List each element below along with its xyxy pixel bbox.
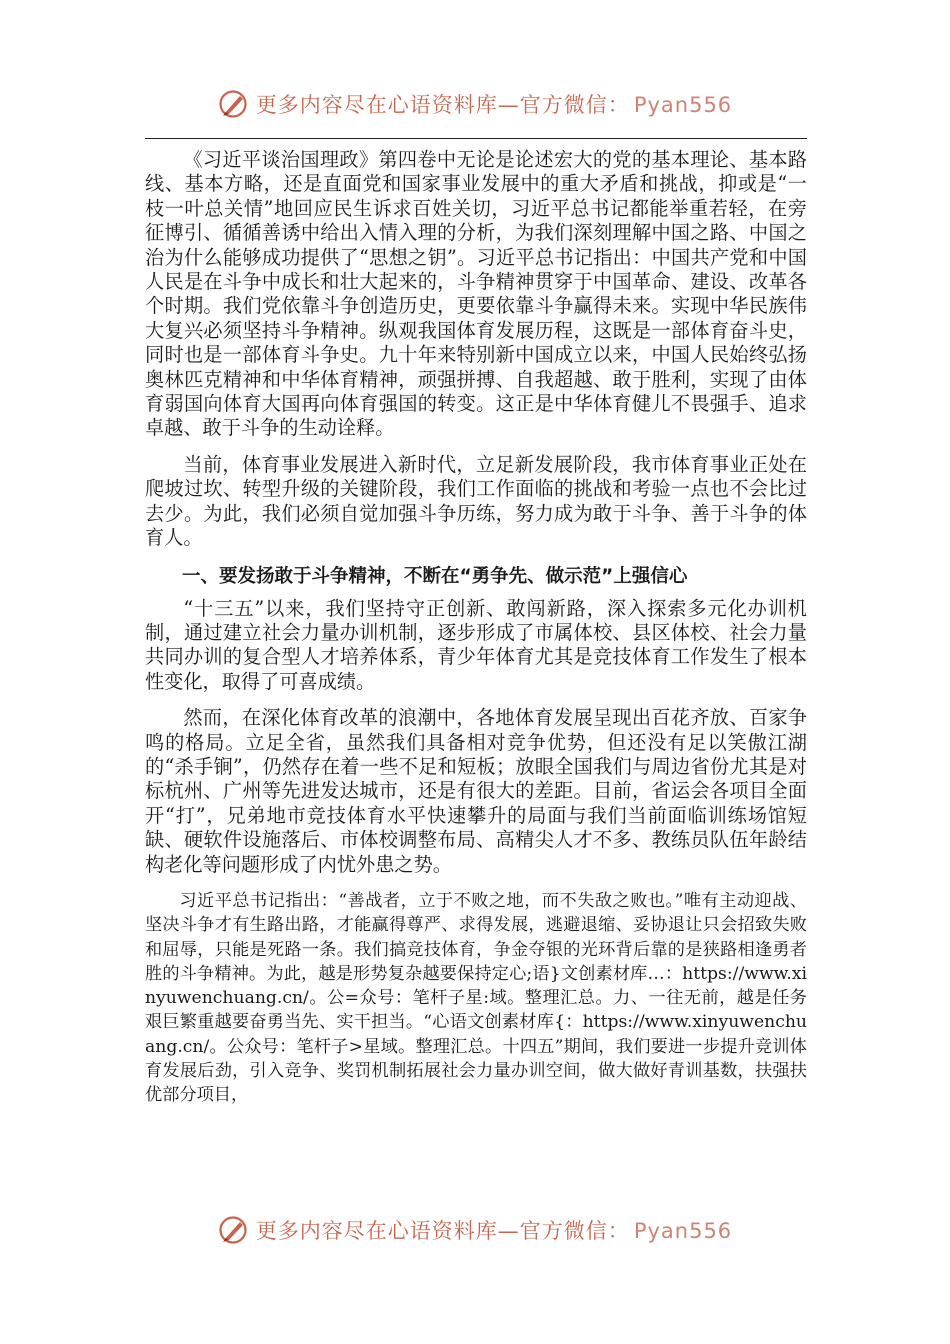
- pen-logo-icon: [218, 89, 248, 119]
- paragraph: 习近平总书记指出：“善战者，立于不败之地，而不失敌之败也。”唯有主动迎战、坚决斗争才有生路出路，才能赢得尊严、求得发展，逃避退缩、妥协退让只会招致失败和屈辱，只能是死路一条。我们搞竞技体育，争金夺银的光环背后靠的是狭路相逢勇者胜的斗争精神。为此，越是形势复杂越要保持定心;语}文创素材库…：https://www.xinyuwenchuang.cn/。公=众号：笔杆子星:域。整理汇总。力、一往无前，越是任务艰巨繁重越要奋勇当先、实干担当。“心语文创素材库{：https://www.xinyuwenchuang.cn/。公众号：笔杆子>星域。整理汇总。十四五”期间，我们要进一步提升竞训体育发展后劲，引入竞争、奖罚机制拓展社会力量办训空间，做大做好青训基数，扶强扶优部分项目，: [145, 890, 807, 1106]
- pen-logo-icon: [218, 1215, 248, 1245]
- section-heading: 一、要发扬敢于斗争精神，不断在“勇争先、做示范”上强信心: [182, 565, 688, 587]
- banner-text: 更多内容尽在心语资料库—官方微信：: [255, 93, 630, 117]
- header-rule: [145, 138, 807, 139]
- banner-text: 更多内容尽在心语资料库—官方微信：: [255, 1219, 630, 1243]
- footer-banner: [0, 1210, 950, 1250]
- paragraph: 然而，在深化体育改革的浪潮中，各地体育发展呈现出百花齐放、百家争鸣的格局。立足全省，虽然我们具备相对竞争优势，但还没有足以笑傲江湖的“杀手锏”，仍然存在着一些不足和短板；放眼全国我们与周边省份尤其是对标杭州、广州等先进发达城市，还是有很大的差距。目前，省运会各项目全面开“打”，兄弟地市竞技体育水平快速攀升的局面与我们当前面临训练场馆短缺、硬软件设施落后、市体校调整布局、高精尖人才不多、教练员队伍年龄结构老化等问题形成了内忧外患之势。: [145, 706, 807, 876]
- paragraph: “十三五”以来，我们坚持守正创新、敢闯新路，深入探索多元化办训机制，通过建立社会力量办训机制，逐步形成了市属体校、县区体校、社会力量共同办训的复合型人才培养体系，青少年体育尤其是竞技体育工作发生了根本性变化，取得了可喜成绩。: [145, 596, 807, 693]
- header-banner: [0, 84, 950, 124]
- banner-wechat-id: Pyan556: [633, 93, 733, 117]
- document-body: [145, 148, 807, 1108]
- paragraph: 《习近平谈治国理政》第四卷中无论是论述宏大的党的基本理论、基本路线、基本方略，还是直面党和国家事业发展中的重大矛盾和挑战，抑或是“一枝一叶总关情”地回应民生诉求百姓关切，习近平总书记都能举重若轻，在旁征博引、循循善诱中给出入情入理的分析，为我们深刻理解中国之路、中国之治为什么能够成功提供了“思想之钥”。习近平总书记指出：中国共产党和中国人民是在斗争中成长和壮大起来的，斗争精神贯穿于中国革命、建设、改革各个时期。我们党依靠斗争创造历史，更要依靠斗争赢得未来。实现中华民族伟大复兴必须坚持斗争精神。纵观我国体育发展历程，这既是一部体育奋斗史，同时也是一部体育斗争史。九十年来特别新中国成立以来，中国人民始终弘扬奥林匹克精神和中华体育精神，顽强拼搏、自我超越、敢于胜利，实现了由体育弱国向体育大国再向体育强国的转变。这正是中华体育健儿不畏强手、追求卓越、敢于斗争的生动诠释。: [145, 148, 807, 440]
- banner-wechat-id: Pyan556: [633, 1219, 733, 1243]
- paragraph: 当前，体育事业发展进入新时代，立足新发展阶段，我市体育事业正处在爬坡过坎、转型升级的关键阶段，我们工作面临的挑战和考验一点也不会比过去少。为此，我们必须自觉加强斗争历练，努力成为敢于斗争、善于斗争的体育人。: [145, 452, 807, 550]
